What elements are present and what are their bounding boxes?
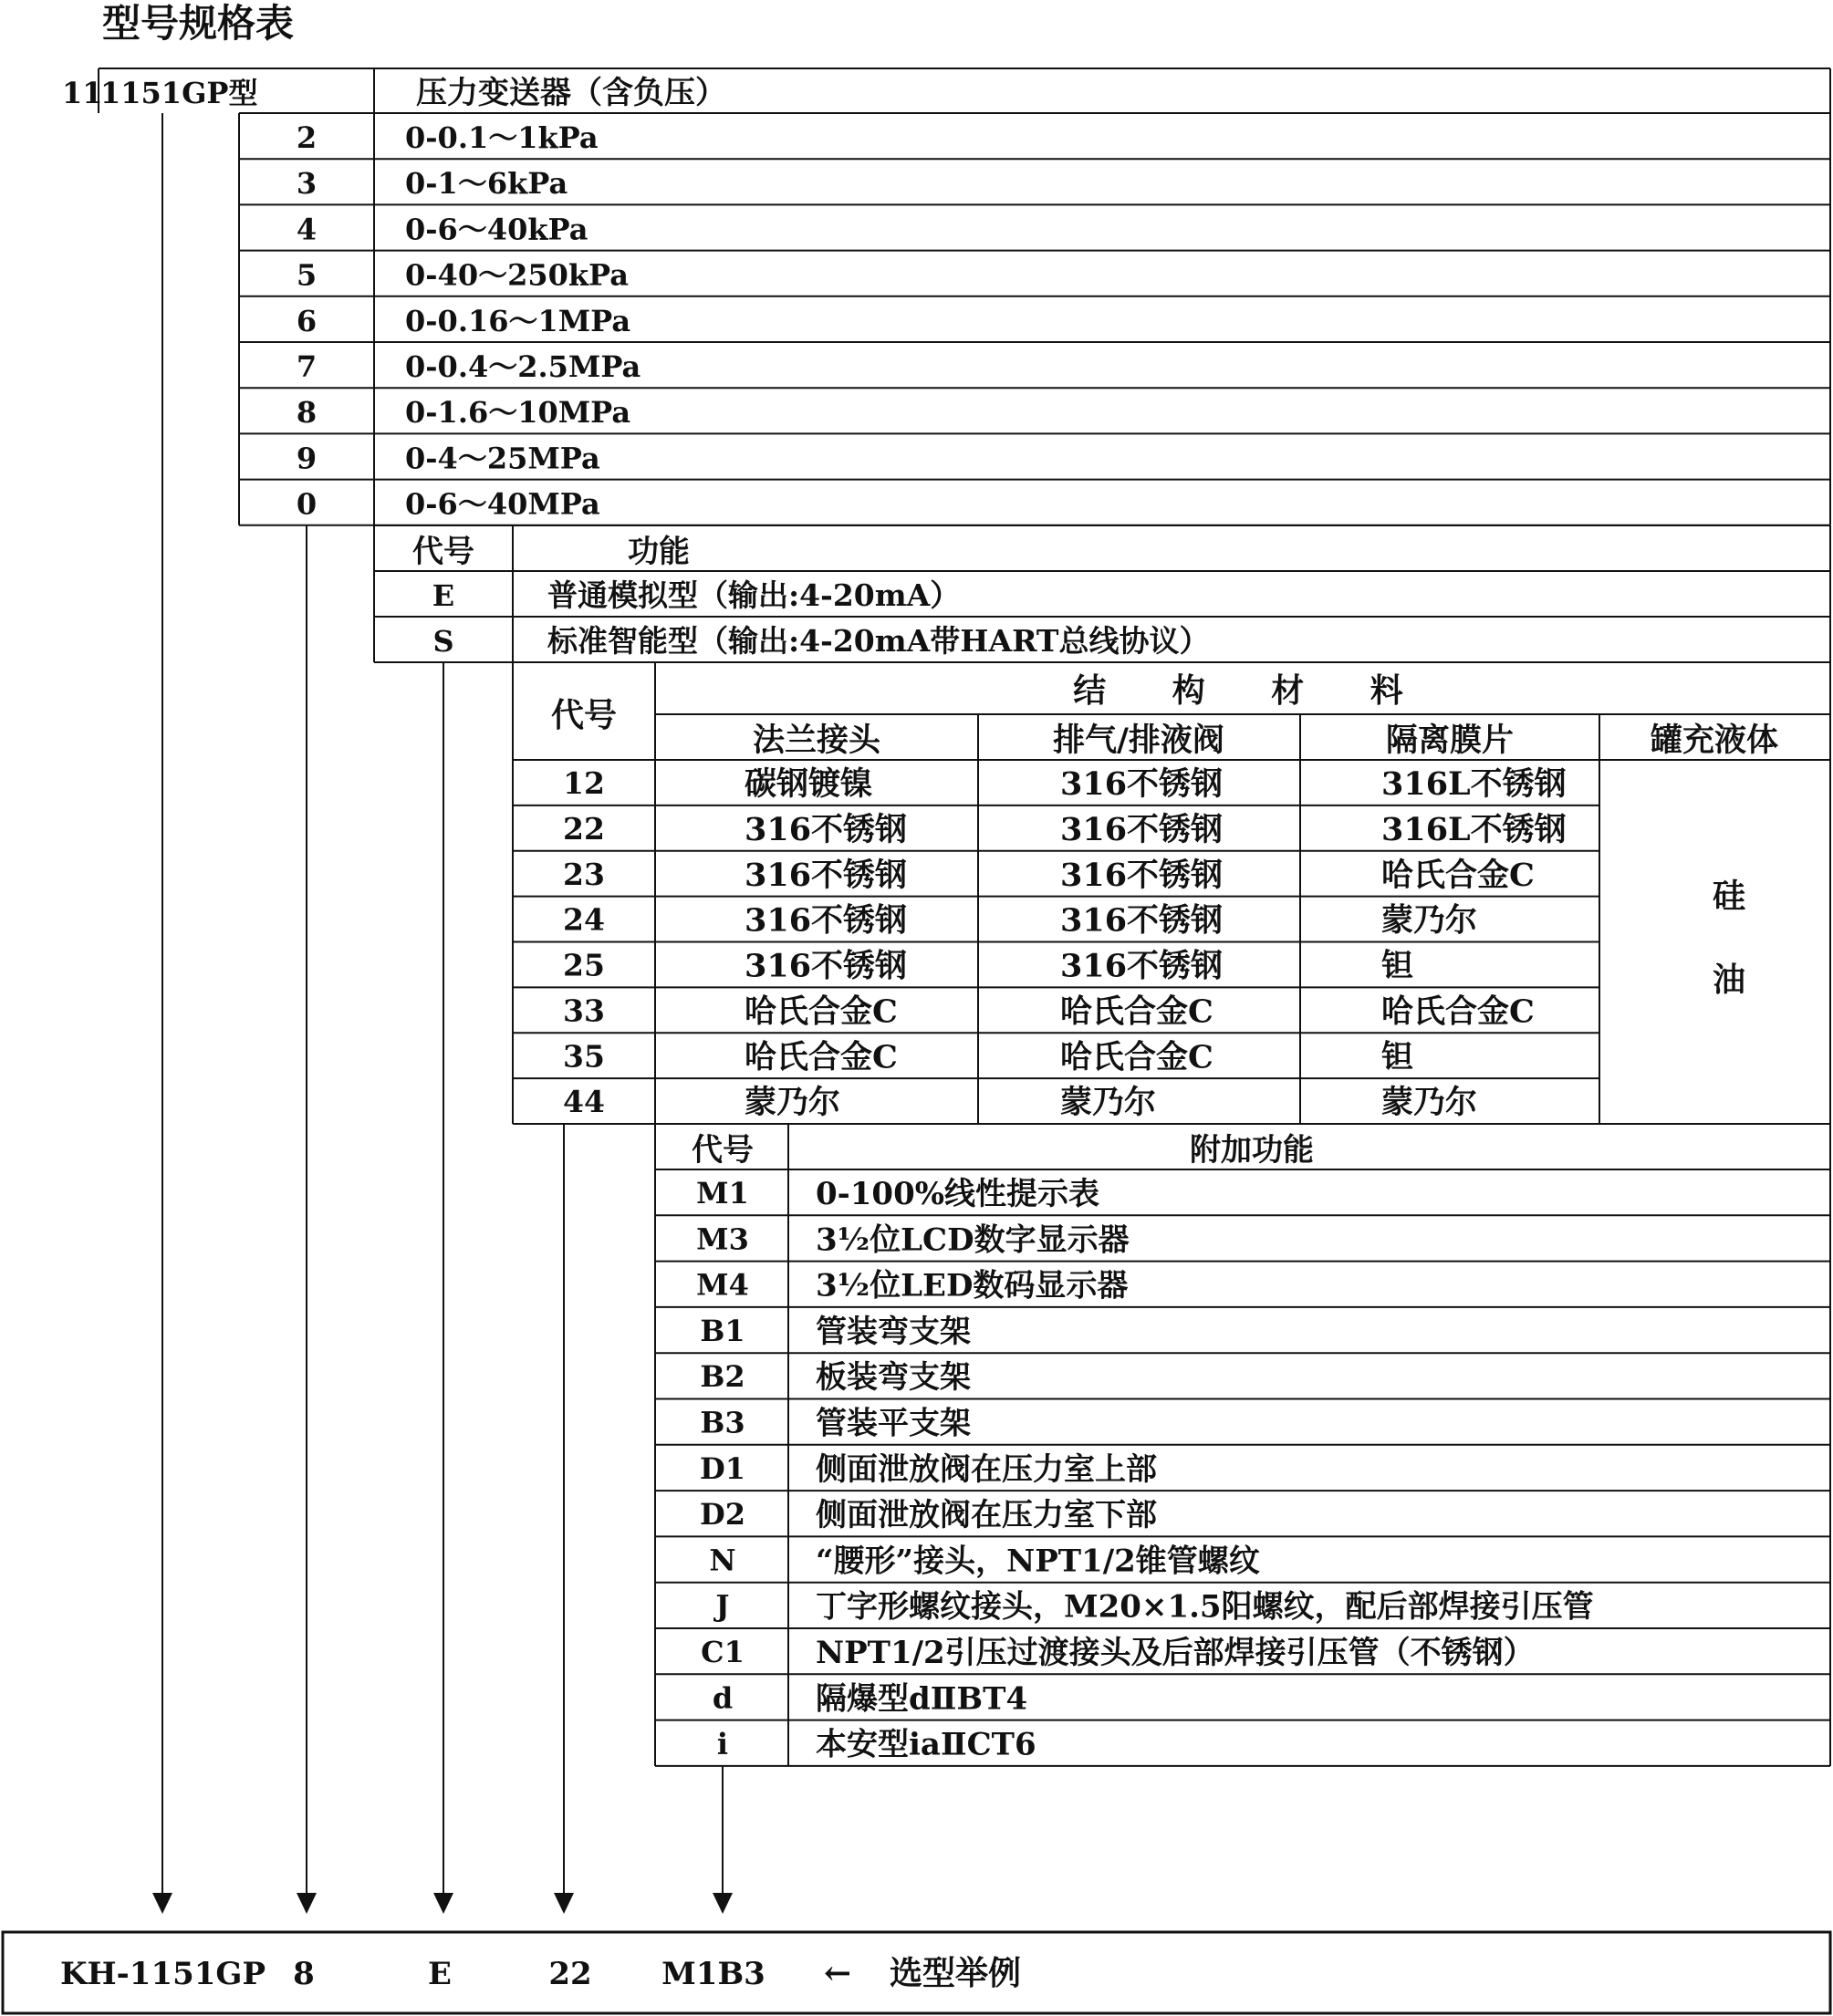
material-code: 35 [563, 1038, 605, 1075]
material-rows [513, 765, 1599, 1121]
material-code: 12 [563, 765, 605, 801]
range-code: 3 [296, 166, 318, 202]
range-code: 0 [296, 486, 318, 522]
material-flange: 316不锈钢 [745, 901, 908, 940]
arrow-model [152, 1893, 172, 1914]
option-code: J [715, 1588, 730, 1624]
option-code: M1 [696, 1176, 749, 1211]
function-code-header: 代号 [412, 534, 474, 570]
selection-example-box [3, 1932, 1830, 2013]
range-table [239, 113, 1830, 525]
example-range: 8 [293, 1956, 315, 1992]
col-fill-header: 罐充液体 [1650, 722, 1779, 759]
option-desc: 本安型iaⅡCT6 [816, 1726, 1036, 1763]
options-code-header: 代号 [692, 1132, 754, 1169]
option-code: i [716, 1726, 729, 1761]
example-label: 选型举例 [890, 1954, 1022, 1992]
function-desc-e: 普通模拟型（输出:4-20mA） [547, 577, 961, 613]
range-value: 0-1.6～10MPa [405, 395, 631, 431]
page-title: 型号规格表 [102, 1, 295, 46]
example-options: M1B3 [661, 1956, 765, 1992]
model-row [62, 68, 1830, 113]
material-code: 22 [563, 810, 605, 847]
range-value: 0-0.16～1MPa [405, 303, 631, 338]
option-code: B1 [700, 1313, 745, 1348]
option-code: B2 [700, 1359, 745, 1395]
range-code: 5 [296, 257, 318, 293]
function-code-s: S [432, 624, 454, 659]
col-vent-header: 排气/排液阀 [1053, 722, 1224, 759]
range-value: 0-40～250kPa [405, 257, 629, 293]
option-desc: 3½位LED数码显示器 [816, 1267, 1129, 1304]
range-code: 4 [296, 212, 318, 247]
option-desc: “腰形”接头，NPT1/2锥管螺纹 [816, 1543, 1260, 1580]
example-model: KH-1151GP [60, 1956, 266, 1992]
model-description: 压力变送器（含负压） [416, 75, 726, 111]
option-code: C1 [701, 1635, 745, 1669]
model-code: 1151GP型 [100, 76, 258, 110]
option-desc: NPT1/2引压过渡接头及后部焊接引压管（不锈钢） [816, 1635, 1535, 1671]
material-flange: 316不锈钢 [745, 810, 908, 848]
material-vent: 316不锈钢 [1060, 765, 1224, 803]
options-rows [655, 1176, 1830, 1766]
left-arrow-icon: ← [823, 1954, 852, 1992]
option-desc: 隔爆型dⅡBT4 [816, 1680, 1028, 1718]
material-diaphragm: 钽 [1381, 1038, 1414, 1076]
range-code: 6 [296, 303, 318, 338]
col-flange-header: 法兰接头 [752, 722, 881, 759]
material-diaphragm: 316L不锈钢 [1381, 765, 1567, 803]
option-code: B3 [700, 1405, 745, 1440]
options-table [655, 1124, 1830, 1766]
material-diaphragm: 哈氏合金C [1381, 992, 1535, 1031]
options-func-header: 附加功能 [1190, 1132, 1314, 1169]
example-material: 22 [548, 1956, 592, 1992]
option-desc: 侧面泄放阀在压力室下部 [816, 1497, 1157, 1534]
material-diaphragm: 蒙乃尔 [1381, 901, 1478, 940]
arrow-function [433, 1893, 453, 1914]
range-code: 2 [296, 120, 318, 155]
material-flange: 316不锈钢 [745, 947, 908, 985]
function-header: 功能 [628, 534, 690, 570]
option-code: N [709, 1543, 736, 1578]
material-flange: 哈氏合金C [745, 1038, 898, 1076]
function-desc-s: 标准智能型（输出:4-20mA带HART总线协议） [547, 623, 1210, 659]
material-flange: 哈氏合金C [745, 992, 898, 1031]
material-vent: 316不锈钢 [1060, 856, 1224, 894]
material-diaphragm: 316L不锈钢 [1381, 810, 1567, 848]
material-diaphragm: 哈氏合金C [1381, 856, 1535, 894]
material-vent: 316不锈钢 [1060, 947, 1224, 985]
option-code: D2 [699, 1497, 746, 1533]
range-value: 0-6～40kPa [405, 212, 588, 247]
material-flange: 蒙乃尔 [745, 1084, 841, 1122]
range-value: 0-1～6kPa [405, 166, 568, 202]
fill-liquid-char-1: 硅 [1712, 877, 1746, 915]
material-flange: 316不锈钢 [745, 856, 908, 894]
material-diaphragm: 蒙乃尔 [1381, 1084, 1478, 1122]
range-code: 8 [296, 395, 318, 431]
option-desc: 3½位LCD数字显示器 [816, 1221, 1130, 1259]
material-code: 23 [563, 856, 605, 892]
material-code: 25 [563, 947, 605, 983]
option-desc: 板装弯支架 [816, 1359, 971, 1397]
option-code: M4 [696, 1267, 749, 1303]
material-code: 24 [563, 901, 605, 938]
option-desc: 管装平支架 [816, 1405, 971, 1442]
option-desc: 管装弯支架 [816, 1313, 971, 1350]
material-vent: 蒙乃尔 [1060, 1084, 1157, 1122]
material-code: 33 [563, 992, 605, 1029]
material-vent: 哈氏合金C [1060, 992, 1213, 1031]
range-code: 9 [296, 441, 318, 476]
range-value: 0-0.4～2.5MPa [405, 349, 641, 384]
option-code: M3 [696, 1221, 749, 1257]
option-code: d [712, 1680, 734, 1716]
range-value: 0-6～40MPa [405, 486, 600, 522]
material-vent: 316不锈钢 [1060, 901, 1224, 940]
range-code: 7 [296, 349, 318, 384]
function-code-e: E [432, 578, 455, 613]
material-table [513, 662, 1830, 1124]
function-table [374, 525, 1830, 662]
material-vent: 哈氏合金C [1060, 1038, 1213, 1076]
option-desc: 0-100%线性提示表 [816, 1176, 1100, 1212]
material-vent: 316不锈钢 [1060, 810, 1224, 848]
material-diaphragm: 钽 [1381, 947, 1414, 985]
arrow-options [713, 1893, 733, 1914]
fill-liquid-char-2: 油 [1712, 961, 1746, 999]
option-code: D1 [699, 1450, 746, 1486]
material-group-header: 结 构 材 料 [1073, 671, 1431, 710]
arrow-material [554, 1893, 574, 1914]
option-desc: 丁字形螺纹接头，M20×1.5阳螺纹，配后部焊接引压管 [816, 1588, 1594, 1626]
range-value: 0-4～25MPa [405, 441, 600, 476]
model-prefix-digits: 11 [62, 76, 103, 110]
col-diaphragm-header: 隔离膜片 [1385, 722, 1515, 759]
material-code: 44 [563, 1084, 605, 1120]
arrow-range [297, 1893, 317, 1914]
range-value: 0-0.1～1kPa [405, 120, 599, 155]
material-code-header: 代号 [550, 696, 618, 734]
option-desc: 侧面泄放阀在压力室上部 [816, 1450, 1157, 1488]
material-flange: 碳钢镀镍 [745, 765, 873, 803]
example-function: E [428, 1956, 452, 1992]
